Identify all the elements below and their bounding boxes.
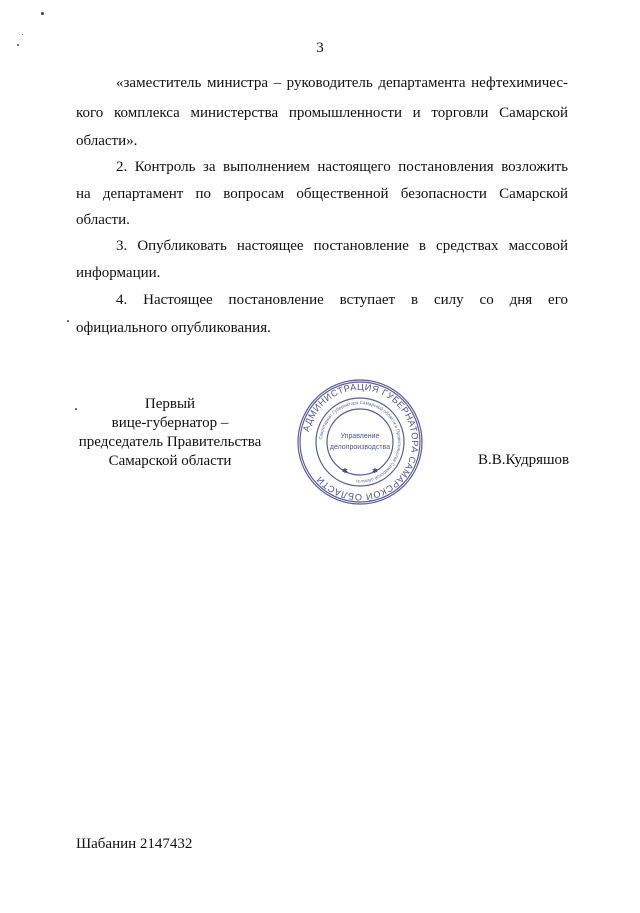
paragraph-2-line-2: на департамент по вопросам общественной безопасности Самарской bbox=[76, 186, 568, 202]
paragraph-1-line-3: области». bbox=[76, 133, 138, 149]
signatory-title-line: вице-губернатор – bbox=[111, 415, 229, 431]
paragraph-3-line-2: информации. bbox=[76, 265, 161, 281]
paragraph-3-line-1: 3. Опубликовать настоящее постановление в средствах массовой bbox=[116, 238, 568, 254]
paragraph-1-line-2: кого комплекса министерства промышленности и торговли Самарской bbox=[76, 105, 568, 121]
scan-speck bbox=[67, 320, 69, 322]
scan-speck bbox=[41, 12, 44, 15]
official-seal-stamp bbox=[296, 378, 424, 506]
seal-inner-text: Секретариат Губернатора Самарской области и Правительства Самарской области bbox=[318, 399, 403, 485]
paragraph-4-line-1: 4. Настоящее постановление вступает в силу со дня его bbox=[116, 292, 568, 308]
svg-text:Секретариат Губернатора Самарс bbox=[318, 400, 402, 484]
seal-outer-text: АДМИНИСТРАЦИЯ ГУБЕРНАТОРА САМАРСКОЙ ОБЛАСТИ bbox=[301, 381, 421, 503]
paragraph-2-line-3: области. bbox=[76, 212, 130, 228]
signatory-title-line: Самарской области bbox=[108, 453, 232, 469]
signatory-title-line: Первый bbox=[144, 396, 196, 412]
page-number: 3 bbox=[316, 40, 324, 56]
footer-executor-note: Шабанин 2147432 bbox=[76, 836, 193, 852]
seal-star-icon: ✱ bbox=[342, 467, 348, 475]
seal-center-line-2: делопроизводства bbox=[329, 444, 391, 451]
paragraph-2-line-1: 2. Контроль за выполнением настоящего постановления возложить bbox=[116, 159, 568, 175]
document-body bbox=[76, 70, 568, 350]
seal-center-line-1: Управление bbox=[340, 433, 380, 440]
scan-speck bbox=[22, 34, 23, 35]
seal-star-icon: ✱ bbox=[372, 467, 378, 475]
paragraph-4-line-2: официального опубликования. bbox=[76, 320, 271, 336]
signatory-title-line: председатель Правительства bbox=[78, 434, 262, 450]
signatory-title bbox=[60, 395, 280, 471]
signatory-name: В.В.Кудряшов bbox=[478, 452, 570, 468]
paragraph-1-line-1: «заместитель министра – руководитель департамента нефтехимичес- bbox=[116, 75, 568, 91]
